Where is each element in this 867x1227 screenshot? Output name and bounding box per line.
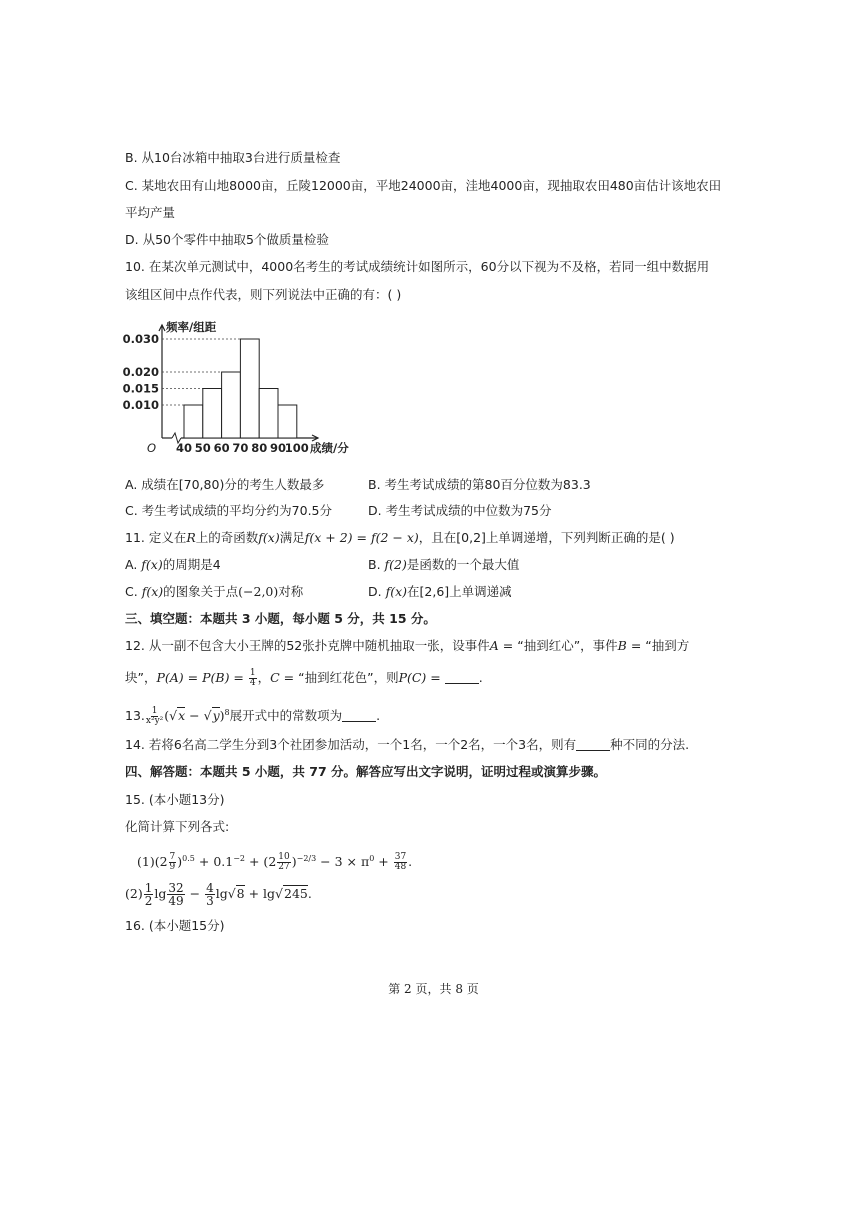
q13-answer-blank[interactable]	[342, 709, 376, 722]
q9-option-c-line2: 平均产量	[125, 205, 176, 220]
q15-p1-h: .	[408, 854, 413, 870]
q11-option-c-point: (−2,0)	[238, 584, 279, 599]
bar-[90,100)	[278, 405, 297, 438]
q12-event-b: B	[617, 638, 627, 653]
q14-answer-blank[interactable]	[576, 738, 610, 751]
q15-p1-frac1-num: 7	[169, 852, 176, 863]
q15-p1-d: + (2	[245, 854, 277, 870]
q15-title: 15. (本小题13分)	[125, 792, 225, 807]
q11-text-3: 满足	[279, 530, 305, 545]
q10-option-b: B. 考生考试成绩的第80百分位数为83.3	[368, 477, 591, 492]
q13-text: 展开式中的常数项为	[229, 708, 343, 724]
y-tick-label: 0.015	[122, 381, 159, 396]
q12-event-a: A	[489, 638, 499, 653]
q11-option-d-text: 在[2,6]上单调递减	[407, 584, 512, 599]
q12-text-4: 块”，	[125, 670, 157, 685]
q15-instruction: 化简计算下列各式:	[125, 819, 230, 834]
q11-option-a-text: 的周期是4	[162, 557, 221, 572]
q15-p1-frac3	[394, 853, 407, 872]
q15-part1	[137, 846, 412, 875]
q13-exponent: 8	[224, 708, 230, 717]
q11-set-r: R	[186, 530, 196, 545]
q15-p2-lg2: lg	[215, 886, 228, 901]
bar-[40,50)	[184, 405, 203, 438]
y-tick-label: 0.010	[122, 398, 159, 412]
q11-option-a-label: A.	[125, 557, 142, 572]
q15-p1-frac3-den: 48	[394, 862, 407, 873]
y-axis-label: 频率/组距	[166, 320, 217, 334]
q9-option-d: D. 从50个零件中抽取5个做质量检验	[125, 232, 329, 247]
x-tick-label: 100	[284, 441, 309, 455]
q11-stem	[125, 530, 675, 546]
x-axis-label: 成绩/分	[310, 441, 349, 455]
q15-p1-exp4: 0	[369, 854, 375, 863]
q12-prob-ab: P(A) = P(B) =	[156, 670, 248, 685]
q15-p1-frac1	[169, 853, 177, 872]
q13-fraction	[146, 707, 163, 726]
x-tick-label: 40	[175, 441, 193, 455]
q11-option-a-fx: f(x)	[141, 557, 163, 572]
q13-sqrt-x: x	[178, 708, 186, 724]
q15-p2-plus-lg: + lg	[244, 886, 276, 901]
q15-p1-e: )	[291, 854, 297, 870]
bar-[60,70)	[222, 372, 241, 438]
q15-p2-frac2-den: 49	[168, 894, 184, 908]
q15-p1-g: +	[374, 854, 393, 870]
q15-p2-frac1	[144, 882, 154, 907]
q11-option-d	[368, 584, 512, 600]
q15-p2-sqrt8: 8	[236, 886, 245, 901]
q12-answer-blank[interactable]	[445, 671, 479, 684]
q9-option-b: B. 从10台冰箱中抽取3台进行质量检查	[125, 150, 341, 165]
bar-[70,80)	[240, 339, 259, 438]
q11-option-c-fx: f(x)	[141, 584, 164, 599]
q15-p2-period: .	[307, 886, 312, 901]
q11-option-a	[125, 557, 221, 573]
q13-period: .	[376, 708, 381, 724]
q15-p2-frac3	[205, 882, 215, 907]
q15-p2-sqrt245: 245	[284, 886, 308, 901]
q11-option-d-fx: f(x)	[385, 584, 408, 599]
q10-option-a: A. 成绩在[70,80)分的考生人数最多	[125, 477, 325, 492]
q16-title: 16. (本小题15分)	[125, 918, 225, 933]
q11-text-1: 11. 定义在	[125, 530, 187, 545]
bar-[50,60)	[203, 389, 222, 439]
q14-text-2: 种不同的分法.	[610, 737, 690, 752]
y-tick-label: 0.020	[122, 365, 159, 379]
q15-p2-frac1-den: 2	[144, 894, 153, 908]
q15-p1-frac2-num: 10	[278, 852, 290, 863]
q15-p1-exp1: 0.5	[182, 854, 195, 863]
x-tick-label: 70	[232, 441, 249, 455]
q15-p2-frac3-num: 4	[206, 881, 214, 895]
q12-text-1: 12. 从一副不包含大小王牌的52张扑克牌中随机抽取一张，设事件	[125, 638, 490, 653]
x-tick-label: 60	[213, 441, 230, 455]
q15-p2-frac1-num: 1	[144, 881, 153, 895]
q12-frac-den: 4	[249, 678, 256, 688]
page-footer: 第 2 页，共 8 页	[388, 982, 479, 996]
q11-option-d-label: D.	[368, 584, 386, 599]
q9-option-c-line1: C. 某地农田有山地8000亩，丘陵12000亩，平地24000亩，洼地4000亩，现抽取农田480亩估计该地农田	[125, 178, 722, 193]
q11-option-b-text: 是函数的一个最大值	[406, 557, 520, 572]
q15-p1-frac3-num: 37	[394, 852, 407, 863]
q11-fx: f(x)	[258, 530, 280, 545]
q15-p1-a: (1)(2	[137, 854, 168, 870]
q10-stem-line2: 该组区间中点作代表，则下列说法中正确的有：( )	[125, 287, 402, 302]
section-4-heading: 四、解答题：本题共 5 小题，共 77 分。解答应写出文字说明，证明过程或演算步骤。	[125, 764, 607, 779]
q11-option-b-f2: f(2)	[384, 557, 407, 572]
q15-p1-b: )	[177, 854, 183, 870]
q15-p2-a: (2)	[125, 886, 143, 901]
q15-p2-lg1: lg	[154, 886, 167, 901]
q12-frac-num: 1	[249, 668, 256, 678]
q15-p1-frac1-den: 9	[169, 862, 176, 873]
q11-option-c-text2: 对称	[278, 584, 304, 599]
q10-option-d: D. 考生考试成绩的中位数为75分	[368, 503, 552, 518]
q13-sqrt-y: y	[212, 708, 220, 724]
q15-p2-frac3-den: 3	[206, 894, 214, 908]
q12-text-6: = “抽到红花色”，则	[279, 670, 399, 685]
q12-text-5: ，	[257, 670, 271, 685]
q10-option-c: C. 考生考试成绩的平均分约为70.5分	[125, 503, 333, 518]
q12-line2	[125, 666, 483, 690]
q13-frac-num: 1	[151, 706, 158, 717]
q15-p2-minus: −	[185, 886, 205, 901]
q11-text-4: ，且在[0,2]上单调递增，下列判断正确的是( )	[418, 530, 675, 545]
q12-line1	[125, 638, 689, 654]
bar-[80,90)	[259, 389, 278, 439]
q12-fraction-quarter	[249, 669, 257, 688]
q15-p2-frac2-num: 32	[168, 881, 184, 895]
q15-p1-frac2-den: 27	[278, 862, 290, 873]
q15-p1-c: + 0.1	[194, 854, 234, 870]
q15-p2-frac2	[167, 882, 184, 907]
q15-p1-exp2: −2	[233, 854, 246, 863]
q11-option-b-label: B.	[368, 557, 385, 572]
q15-p1-frac2	[277, 853, 290, 872]
q11-option-c-label: C.	[125, 584, 142, 599]
q12-text-2: = “抽到红心”，事件	[498, 638, 618, 653]
q12-prob-c: P(C) =	[398, 670, 445, 685]
x-tick-label: 90	[269, 441, 287, 455]
q13-minus: −	[185, 708, 204, 724]
q15-p1-exp3: −2/3	[296, 854, 317, 863]
frequency-histogram	[120, 315, 380, 465]
q14-line	[125, 737, 689, 753]
q11-option-c-text: 的图象关于点	[163, 584, 239, 599]
q11-option-c	[125, 584, 303, 600]
q13-paren-open: (	[164, 708, 170, 724]
q13-line: 13. $\frac{1}{\text{x²y²}}$ $(√x - √y)^8$展开式中的常数项为 .	[125, 706, 381, 727]
q11-equation: f(x + 2) = f(2 − x)	[304, 530, 419, 545]
q14-text-1: 14. 若将6名高二学生分到3个社团参加活动，一个1名，一个2名，一个3名，则有	[125, 737, 577, 752]
x-tick-label: 50	[194, 441, 211, 455]
q13-frac-den: x²y²	[145, 716, 164, 727]
origin-label: O	[146, 441, 156, 455]
q12-text-7: .	[478, 670, 483, 685]
q11-text-2: 上的奇函数	[195, 530, 259, 545]
q15-part2: (2) $\frac{1}{2}$ lg $\frac{32}{49}$ − $\frac{4}{3}$ lg√8 + lg√245.	[125, 881, 312, 908]
q13-paren-close: )	[219, 708, 225, 724]
x-tick-label: 80	[251, 441, 268, 455]
q11-option-b	[368, 557, 519, 573]
q10-stem-line1: 10. 在某次单元测试中，4000名考生的考试成绩统计如图所示，60分以下视为不及格，若同一组中数据用	[125, 259, 710, 274]
q13-number: 13.	[125, 708, 145, 724]
q12-event-c: C	[270, 670, 280, 685]
y-tick-label: 0.030	[122, 332, 159, 346]
section-3-heading: 三、填空题：本题共 3 小题，每小题 5 分，共 15 分。	[125, 611, 436, 626]
q12-text-3: = “抽到方	[626, 638, 690, 653]
q15-p1-f: − 3 × π	[316, 854, 370, 870]
